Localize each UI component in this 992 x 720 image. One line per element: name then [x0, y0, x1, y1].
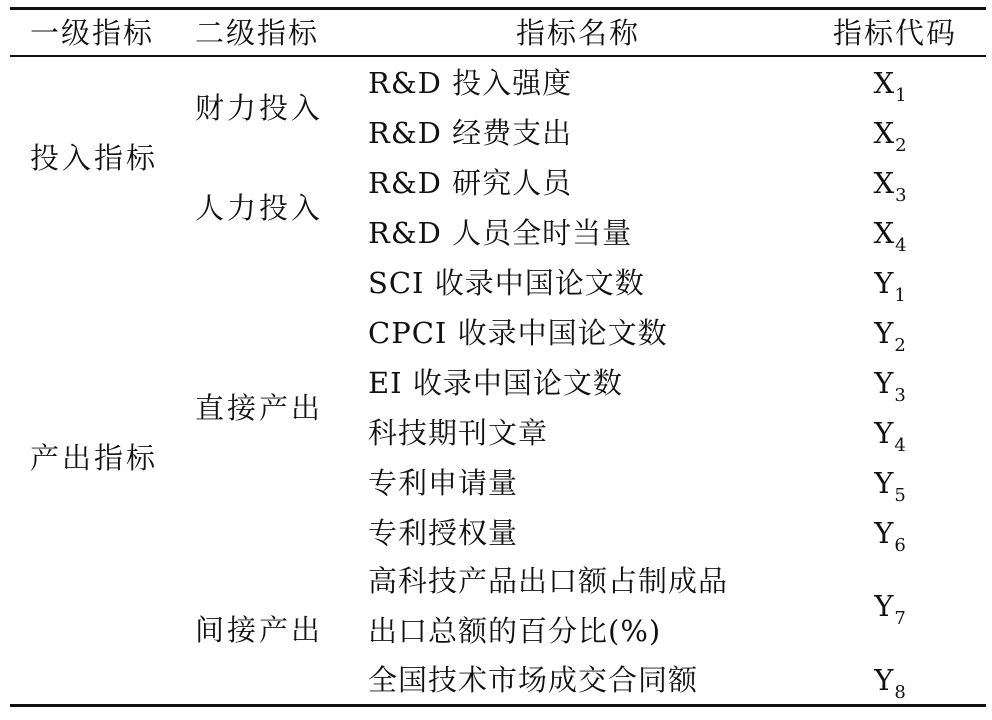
indicator-code: $X_2$ [873, 116, 907, 156]
indicator-name: 专利申请量 [368, 466, 519, 500]
indicator-code: $Y_4$ [874, 416, 906, 456]
indicator-code: $X_3$ [873, 166, 907, 206]
indicator-code: $Y_7$ [874, 589, 906, 629]
indicator-code: $Y_5$ [874, 466, 906, 506]
indicator-name: 科技期刊文章 [368, 416, 549, 450]
header-indicator-name: 指标名称 [515, 16, 640, 50]
level2-finance: 财力投入 [195, 91, 324, 125]
indicator-name: R&D 投入强度 [368, 66, 573, 100]
indicator-name: 全国技术市场成交合同额 [368, 663, 699, 697]
indicator-code: $X_1$ [873, 66, 907, 106]
level1-input: 投入指标 [30, 141, 159, 175]
indicator-code: $Y_1$ [874, 266, 906, 306]
indicator-name: CPCI 收录中国论文数 [368, 316, 668, 350]
indicator-name-cont: 出口总额的百分比(%) [368, 614, 662, 648]
indicator-name: 专利授权量 [368, 516, 519, 550]
indicator-name: EI 收录中国论文数 [368, 366, 623, 400]
table-bottom-rule [10, 704, 986, 707]
level2-direct: 直接产出 [195, 391, 324, 425]
table-top-rule [10, 7, 986, 10]
indicator-code: $X_4$ [873, 216, 907, 256]
indicator-code: $Y_8$ [874, 663, 906, 703]
level2-indirect: 间接产出 [195, 613, 324, 647]
indicator-code: $Y_6$ [874, 516, 906, 556]
level2-human: 人力投入 [195, 191, 324, 225]
level1-output: 产出指标 [30, 441, 159, 475]
indicator-code: $Y_3$ [874, 366, 906, 406]
table-header-rule [10, 55, 986, 57]
indicator-name: R&D 人员全时当量 [368, 216, 633, 250]
header-indicator-code: 指标代码 [833, 16, 958, 50]
indicator-code: $Y_2$ [874, 316, 906, 356]
indicator-name: SCI 收录中国论文数 [368, 266, 645, 300]
indicator-name: 高科技产品出口额占制成品 [368, 564, 729, 598]
indicator-name: R&D 研究人员 [368, 166, 573, 200]
indicator-name: R&D 经费支出 [368, 116, 573, 150]
header-level1: 一级指标 [30, 16, 155, 50]
header-level2: 二级指标 [195, 16, 320, 50]
